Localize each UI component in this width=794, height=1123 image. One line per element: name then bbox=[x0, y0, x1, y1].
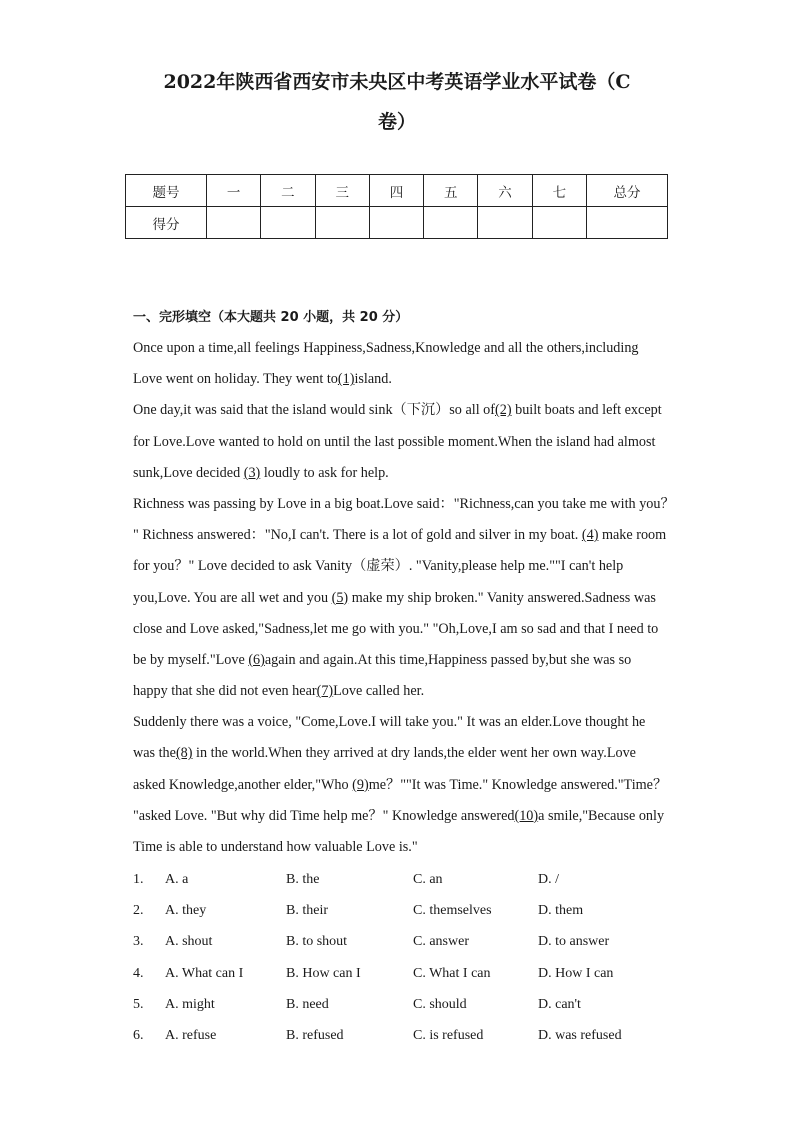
score-header-cell: 二 bbox=[261, 175, 315, 207]
passage-text: Suddenly there was a voice, "Come,Love.I will take you." It was an elder.Love thought he bbox=[133, 714, 646, 731]
option-b[interactable]: B. How can I bbox=[286, 965, 361, 981]
question-row bbox=[133, 864, 673, 895]
blank-marker: (7) bbox=[316, 683, 334, 700]
passage-text: again and again.At this time,Happiness passed by,but she was so bbox=[264, 651, 632, 668]
passage-text: asked Knowledge,another elder,"Who bbox=[133, 776, 353, 793]
question-row bbox=[133, 1020, 673, 1051]
passage-text: loudly to ask for help. bbox=[260, 464, 389, 481]
option-a[interactable]: A. they bbox=[165, 903, 207, 919]
question-number: 4. bbox=[133, 965, 144, 981]
option-c[interactable]: C. should bbox=[413, 996, 467, 1012]
page-title-line-2: 卷） bbox=[377, 111, 416, 133]
passage-text: sunk,Love decided bbox=[133, 464, 244, 481]
option-d[interactable]: D. / bbox=[538, 872, 559, 887]
question-number: 6. bbox=[133, 1028, 144, 1043]
blank-marker: (2) bbox=[495, 402, 512, 419]
passage-text: for Love.Love wanted to hold on until the last possible moment.When the island had almost bbox=[133, 433, 656, 450]
passage-line bbox=[133, 832, 678, 863]
passage-text: was the bbox=[133, 745, 176, 762]
score-cell[interactable] bbox=[207, 207, 261, 239]
passage-text: make my ship broken." Vanity answered.Sadness was bbox=[348, 589, 656, 606]
passage-line bbox=[133, 770, 678, 801]
score-header-cell: 题号 bbox=[126, 175, 207, 207]
passage-line bbox=[133, 489, 678, 520]
score-table bbox=[125, 174, 668, 239]
score-cell[interactable] bbox=[478, 207, 532, 239]
option-b[interactable]: B. their bbox=[286, 903, 328, 919]
question-row bbox=[133, 958, 673, 989]
passage-text: make room bbox=[598, 527, 667, 544]
blank-marker: (8) bbox=[175, 745, 193, 762]
question-row bbox=[133, 895, 673, 926]
passage-text: Love called her. bbox=[333, 683, 425, 700]
score-header-cell: 五 bbox=[424, 175, 478, 207]
score-total-cell[interactable] bbox=[587, 207, 668, 239]
passage-line bbox=[133, 395, 678, 426]
question-number: 2. bbox=[133, 903, 144, 919]
option-d[interactable]: D. can't bbox=[538, 996, 581, 1012]
passage-text: Richness was passing by Love in a big boat.Love said："Richness,can you take me with you？ bbox=[133, 495, 675, 512]
passage-line bbox=[133, 614, 678, 645]
passage-text: in the world.When they arrived at dry lands,the elder went her own way.Love bbox=[192, 745, 636, 762]
question-number: 3. bbox=[133, 934, 144, 950]
passage-line bbox=[133, 801, 678, 832]
option-b[interactable]: B. the bbox=[286, 872, 320, 887]
option-d[interactable]: D. was refused bbox=[538, 1028, 622, 1043]
passage-line bbox=[133, 427, 678, 458]
option-a[interactable]: A. What can I bbox=[165, 965, 244, 981]
option-a[interactable]: A. a bbox=[165, 872, 189, 887]
passage-line bbox=[133, 520, 678, 551]
score-row-label: 得分 bbox=[126, 207, 207, 239]
option-d[interactable]: D. How I can bbox=[538, 965, 614, 981]
passage-line bbox=[133, 676, 678, 707]
passage-text: Once upon a time,all feelings Happiness,Sadness,Knowledge and all the others,including bbox=[133, 340, 639, 356]
option-d[interactable]: D. them bbox=[538, 903, 584, 919]
passage-text: Time is able to understand how valuable Love is." bbox=[133, 839, 418, 855]
blank-marker: (1) bbox=[337, 371, 355, 388]
question-number: 1. bbox=[133, 872, 144, 887]
option-c[interactable]: C. themselves bbox=[413, 903, 492, 919]
score-cell[interactable] bbox=[261, 207, 315, 239]
blank-marker: (5) bbox=[331, 589, 349, 606]
passage-text: close and Love asked,"Sadness,let me go with you." "Oh,Love,I am so sad and that I need to bbox=[133, 620, 659, 637]
passage-text: built boats and left except bbox=[511, 402, 662, 419]
score-header-cell: 七 bbox=[532, 175, 586, 207]
score-cell[interactable] bbox=[315, 207, 369, 239]
score-table-header-row bbox=[126, 175, 668, 207]
option-c[interactable]: C. What I can bbox=[413, 965, 491, 981]
blank-marker: (9) bbox=[352, 776, 369, 793]
passage-line bbox=[133, 551, 678, 582]
cloze-passage bbox=[133, 333, 678, 863]
passage-text: island. bbox=[354, 371, 392, 388]
score-header-cell: 四 bbox=[369, 175, 423, 207]
option-c[interactable]: C. an bbox=[413, 872, 443, 887]
page-title-line-1: 2022年陕西省西安市未央区中考英语学业水平试卷（C bbox=[163, 71, 631, 93]
passage-text: a smile,"Because only bbox=[538, 807, 665, 824]
score-header-cell: 一 bbox=[207, 175, 261, 207]
score-header-cell: 六 bbox=[478, 175, 532, 207]
blank-marker: (10) bbox=[514, 807, 539, 824]
option-c[interactable]: C. answer bbox=[413, 934, 469, 950]
passage-line bbox=[133, 333, 678, 364]
passage-text: One day,it was said that the island would sink（下沉）so all of bbox=[133, 402, 495, 419]
option-b[interactable]: B. refused bbox=[286, 1028, 344, 1043]
option-b[interactable]: B. to shout bbox=[286, 934, 348, 950]
score-cell[interactable] bbox=[369, 207, 423, 239]
score-header-cell: 三 bbox=[315, 175, 369, 207]
option-a[interactable]: A. shout bbox=[165, 934, 213, 950]
score-header-cell: 总分 bbox=[587, 175, 668, 207]
passage-line bbox=[133, 645, 678, 676]
passage-line bbox=[133, 583, 678, 614]
passage-text: Love went on holiday. They went to bbox=[133, 371, 338, 388]
option-c[interactable]: C. is refused bbox=[413, 1028, 484, 1043]
passage-text: for you？" Love decided to ask Vanity（虚荣）. "Vanity,please help me.""I can't help bbox=[133, 558, 624, 575]
passage-line bbox=[133, 458, 678, 489]
option-a[interactable]: A. refuse bbox=[165, 1028, 217, 1043]
question-row bbox=[133, 926, 673, 957]
passage-text: me？""It was Time." Knowledge answered."Time？ bbox=[368, 776, 668, 793]
option-b[interactable]: B. need bbox=[286, 996, 329, 1012]
passage-line bbox=[133, 738, 678, 769]
score-cell[interactable] bbox=[532, 207, 586, 239]
question-row bbox=[133, 989, 673, 1020]
passage-text: be by myself."Love bbox=[133, 651, 249, 668]
option-d[interactable]: D. to answer bbox=[538, 934, 610, 950]
passage-line bbox=[133, 364, 678, 395]
passage-text: " Richness answered："No,I can't. There is a lot of gold and silver in my boat. bbox=[133, 527, 582, 544]
passage-text: happy that she did not even hear bbox=[133, 683, 317, 700]
option-a[interactable]: A. might bbox=[165, 996, 215, 1012]
question-number: 5. bbox=[133, 996, 144, 1012]
passage-text: you,Love. You are all wet and you bbox=[133, 589, 332, 606]
blank-marker: (6) bbox=[248, 651, 265, 668]
blank-marker: (4) bbox=[581, 527, 599, 544]
score-cell[interactable] bbox=[424, 207, 478, 239]
section-heading: 一、完形填空（本大题共 20 小题，共 20 分） bbox=[133, 310, 409, 325]
passage-text: "asked Love. "But why did Time help me？" Knowledge answered bbox=[133, 807, 515, 824]
score-table-score-row bbox=[126, 207, 668, 239]
blank-marker: (3) bbox=[243, 464, 261, 481]
passage-line bbox=[133, 707, 678, 738]
